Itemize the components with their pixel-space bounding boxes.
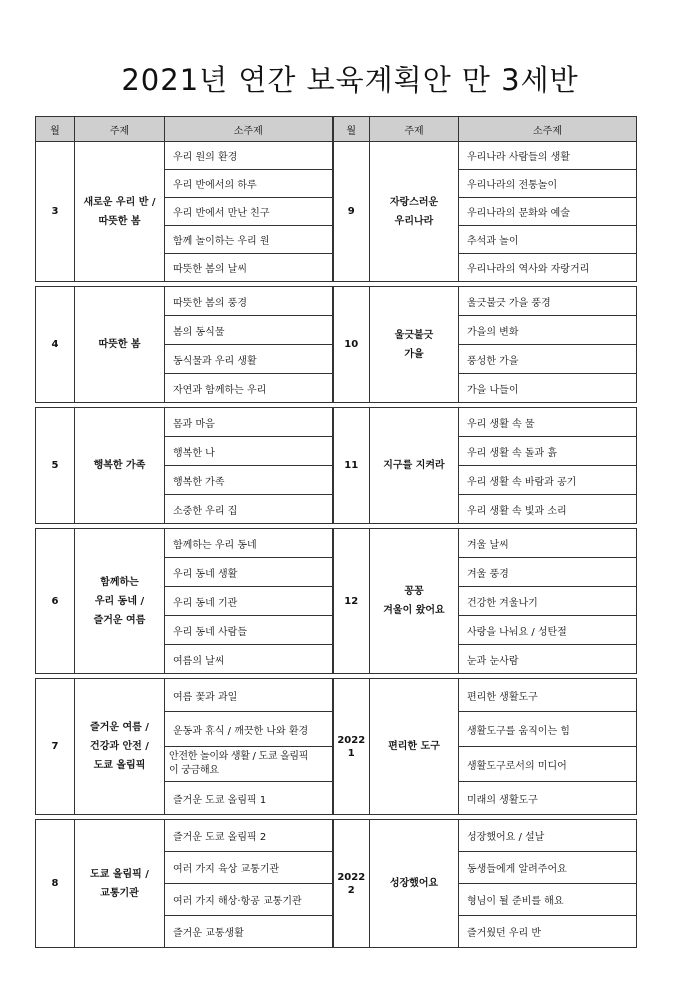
theme-cell-right (370, 820, 459, 948)
subtopic-cell-right: 우리나라 사람들의 생활 (459, 142, 637, 170)
theme-cell-left-line: 우리 동네 / (94, 595, 145, 607)
subtopic-cell-left: 우리 동네 생활 (165, 558, 333, 587)
subtopic-cell-left: 즐거운 교통생활 (165, 916, 333, 948)
subtopic-cell-right: 생활도구를 움직이는 힘 (459, 712, 637, 747)
subtopic-cell-right: 건강한 겨울나기 (459, 587, 637, 616)
month-cell-right-line: 2022 (337, 871, 366, 883)
subtopic-cell-left: 여러 가지 육상 교통기관 (165, 852, 333, 884)
month-cell-left: 6 (36, 529, 75, 674)
theme-cell-right (370, 142, 459, 282)
subtopic-cell-left: 자연과 함께하는 우리 (165, 374, 333, 403)
theme-cell-right-line: 자랑스러운 (389, 196, 439, 208)
subtopic-cell-left: 따뜻한 봄의 날씨 (165, 254, 333, 282)
theme-cell-right (370, 408, 459, 524)
subtopic-cell-left: 함께하는 우리 동네 (165, 529, 333, 558)
theme-cell-left-line: 교통기관 (100, 887, 139, 899)
month-cell-left: 7 (36, 679, 75, 815)
header-month-left: 월 (36, 117, 75, 142)
theme-cell-left-line: 새로운 우리 반 / (83, 196, 156, 208)
table-row (36, 679, 637, 712)
subtopic-cell-right: 동생들에게 알려주어요 (459, 852, 637, 884)
month-cell-right-line: 9 (347, 206, 355, 217)
table-row (36, 529, 637, 558)
header-subtopic-left: 소주제 (165, 117, 333, 142)
subtopic-cell-right: 추석과 놀이 (459, 226, 637, 254)
subtopic-cell-left: 우리 동네 기관 (165, 587, 333, 616)
theme-cell-left (75, 529, 165, 674)
theme-cell-left-line: 따뜻한 봄 (98, 215, 141, 227)
theme-cell-right-line: 꽁꽁 (404, 586, 424, 597)
month-cell-right-line: 11 (344, 460, 359, 471)
subtopic-cell-left: 함께 놀이하는 우리 원 (165, 226, 333, 254)
month-cell-left: 3 (36, 142, 75, 282)
subtopic-cell-right: 우리 생활 속 물 (459, 408, 637, 437)
header-month-right: 월 (333, 117, 370, 142)
theme-cell-right (370, 287, 459, 403)
subtopic-cell-right: 성장했어요 / 설날 (459, 820, 637, 852)
table-row (36, 408, 637, 437)
header-theme-right: 주제 (370, 117, 459, 142)
theme-cell-right-line: 지구를 지켜라 (383, 460, 445, 471)
subtopic-cell-right: 사랑을 나눠요 / 성탄절 (459, 616, 637, 645)
month-cell-right (333, 529, 370, 674)
subtopic-cell-right: 우리나라의 역사와 자랑거리 (459, 254, 637, 282)
subtopic-cell-left: 안전한 놀이와 생활 / 도쿄 올림픽이 궁금해요 (165, 747, 333, 782)
theme-cell-left (75, 287, 165, 403)
subtopic-cell-left: 운동과 휴식 / 깨끗한 나와 환경 (165, 712, 333, 747)
theme-cell-right-line: 겨울이 왔어요 (383, 605, 445, 616)
month-cell-right-line: 2 (347, 884, 355, 896)
subtopic-cell-left: 여름의 날씨 (165, 645, 333, 674)
subtopic-cell-right: 겨울 풍경 (459, 558, 637, 587)
theme-cell-left (75, 142, 165, 282)
theme-cell-left (75, 820, 165, 948)
theme-cell-left (75, 679, 165, 815)
theme-cell-right-line: 편리한 도구 (388, 741, 440, 752)
month-cell-right (333, 408, 370, 524)
subtopic-cell-right: 풍성한 가을 (459, 345, 637, 374)
subtopic-cell-right: 우리나라의 전통놀이 (459, 170, 637, 198)
subtopic-cell-left: 즐거운 도쿄 올림픽 1 (165, 782, 333, 815)
month-cell-right (333, 287, 370, 403)
table-row (36, 287, 637, 316)
subtopic-cell-left: 우리 반에서의 하루 (165, 170, 333, 198)
subtopic-cell-right: 울긋불긋 가을 풍경 (459, 287, 637, 316)
month-cell-right-line: 10 (344, 339, 359, 350)
subtopic-cell-right: 우리 생활 속 바람과 공기 (459, 466, 637, 495)
theme-cell-left-line: 함께하는 (100, 576, 139, 588)
subtopic-cell-right: 우리 생활 속 돌과 흙 (459, 437, 637, 466)
subtopic-cell-left: 여러 가지 해상·항공 교통기관 (165, 884, 333, 916)
subtopic-cell-right: 편리한 생활도구 (459, 679, 637, 712)
theme-cell-right (370, 529, 459, 674)
month-cell-right-line: 2022 (337, 734, 366, 746)
subtopic-cell-right: 생활도구로서의 미디어 (459, 747, 637, 782)
subtopic-cell-right: 미래의 생활도구 (459, 782, 637, 815)
subtopic-cell-right: 가을 나들이 (459, 374, 637, 403)
subtopic-cell-left: 동식물과 우리 생활 (165, 345, 333, 374)
subtopic-cell-left: 행복한 가족 (165, 466, 333, 495)
table-row (36, 142, 637, 170)
subtopic-cell-left: 몸과 마음 (165, 408, 333, 437)
month-cell-right-line: 1 (347, 747, 355, 759)
theme-cell-left-line: 즐거운 여름 (93, 614, 146, 626)
theme-cell-left-line: 건강과 안전 / (90, 741, 149, 752)
month-cell-right (333, 820, 370, 948)
table-row (36, 820, 637, 852)
subtopic-cell-left: 따뜻한 봄의 풍경 (165, 287, 333, 316)
month-cell-right (333, 679, 370, 815)
header-theme-left: 주제 (75, 117, 165, 142)
month-cell-right-line: 12 (344, 595, 359, 607)
theme-cell-right-line: 울긋불긋 (394, 329, 434, 341)
subtopic-cell-left: 우리 원의 환경 (165, 142, 333, 170)
month-cell-left: 8 (36, 820, 75, 948)
subtopic-cell-left: 우리 반에서 만난 친구 (165, 198, 333, 226)
subtopic-cell-right: 형님이 될 준비를 해요 (459, 884, 637, 916)
subtopic-cell-left: 봄의 동식물 (165, 316, 333, 345)
subtopic-cell-right: 가을의 변화 (459, 316, 637, 345)
subtopic-cell-left: 즐거운 도쿄 올림픽 2 (165, 820, 333, 852)
subtopic-cell-left: 행복한 나 (165, 437, 333, 466)
subtopic-cell-right: 눈과 눈사람 (459, 645, 637, 674)
subtopic-cell-left: 우리 동네 사람들 (165, 616, 333, 645)
subtopic-cell-right: 우리 생활 속 빛과 소리 (459, 495, 637, 524)
theme-cell-left-line: 행복한 가족 (93, 460, 146, 471)
month-cell-left: 5 (36, 408, 75, 524)
theme-cell-left-line: 즐거운 여름 / (90, 722, 149, 733)
subtopic-cell-left: 여름 꽃과 과일 (165, 679, 333, 712)
subtopic-cell-right: 즐거웠던 우리 반 (459, 916, 637, 948)
theme-cell-left-line: 따뜻한 봄 (98, 339, 141, 350)
subtopic-cell-right: 겨울 날씨 (459, 529, 637, 558)
header-subtopic-right: 소주제 (459, 117, 637, 142)
subtopic-cell-left: 소중한 우리 집 (165, 495, 333, 524)
subtopic-cell-right: 우리나라의 문화와 예술 (459, 198, 637, 226)
theme-cell-left (75, 408, 165, 524)
month-cell-left: 4 (36, 287, 75, 403)
theme-cell-right-line: 성장했어요 (389, 878, 439, 889)
theme-cell-right-line: 가을 (404, 348, 424, 360)
month-cell-right (333, 142, 370, 282)
theme-cell-right-line: 우리나라 (394, 215, 434, 227)
theme-cell-left-line: 도쿄 올림픽 / (90, 868, 149, 880)
theme-cell-left-line: 도쿄 올림픽 (93, 760, 146, 771)
annual-plan-table (35, 116, 637, 948)
table-header-row (36, 117, 637, 142)
page-title: 2021년 연간 보육계획안 만 3세반 (121, 63, 579, 97)
theme-cell-right (370, 679, 459, 815)
